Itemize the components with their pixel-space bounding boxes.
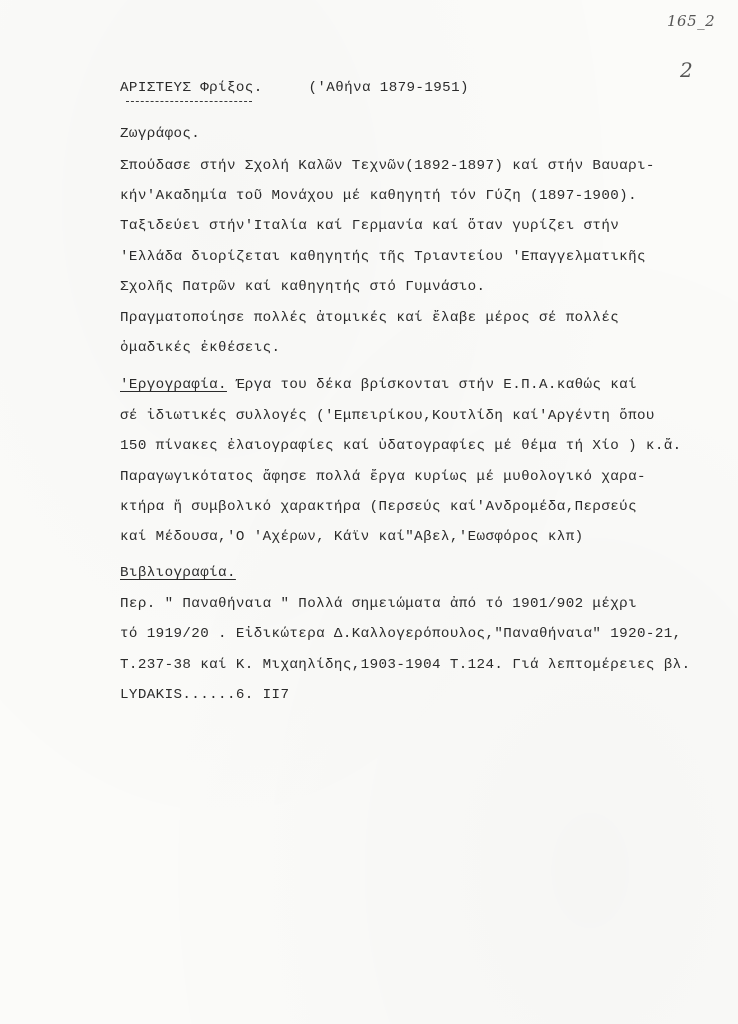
works-line: καί Μέδουσα,'Ο 'Αχέρων, Κάϊν καί"Αβελ,'Εωσφόρος κλπ) <box>120 529 584 545</box>
handwritten-page-number: 2 <box>680 58 693 82</box>
bio-line: Σχολῆς Πατρῶν καί καθηγητής στό Γυμνάσιο. <box>120 279 486 295</box>
works-line: σέ ἰδιωτικές συλλογές ('Εμπειρίκου,Κουτλίδη καί'Αργέντη ὅπου <box>120 408 655 424</box>
document-title <box>120 79 469 97</box>
works-first-line <box>120 376 637 394</box>
works-heading: 'Εργογραφία. <box>120 377 227 393</box>
works-line: 150 πίνακες ἐλαιογραφίες καί ὑδατογραφίες μέ θέμα τή Χίο ) κ.ἄ. <box>120 438 682 454</box>
profession: Ζωγράφος. <box>120 126 201 142</box>
bibliography-heading: Βιβλιογραφία. <box>120 565 236 581</box>
bio-line: Πραγματοποίησε πολλές ἀτομικές καί ἔλαβε μέρος σέ πολλές <box>120 310 620 326</box>
bio-line: κήν'Ακαδημία τοῦ Μονάχου μέ καθηγητή τόν Γύζη (1897-1900). <box>120 188 638 204</box>
bio-line: Σπούδασε στήν Σχολή Καλῶν Τεχνῶν(1892-1897) καί στήν Βαυαρι- <box>120 158 655 174</box>
handwritten-reference: 165_2 <box>667 12 716 30</box>
works-text: Έργα του δέκα βρίσκονται στήν Ε.Π.Α.καθώς καί <box>226 377 638 393</box>
bibliography-line: Περ. " Παναθήναια " Πολλά σημειώματα ἀπό τό 1901/902 μέχρι <box>120 596 638 612</box>
artist-name: ΑΡΙΣΤΕΥΣ Φρίξος. <box>120 80 263 96</box>
bio-line: 'Ελλάδα διορίζεται καθηγητής τῆς Τριαντείου 'Επαγγελματικῆς <box>120 249 646 265</box>
bibliography-line: τό 1919/20 . Εἰδικώτερα Δ.Καλλογερόπουλος,"Παναθήναια" 1920-21, <box>120 626 682 642</box>
bibliography-line: LYDAKIS......6. II7 <box>120 687 290 703</box>
bibliography-line: Τ.237-38 καί Κ. Μιχαηλίδης,1903-1904 Τ.124. Γιά λεπτομέρειες βλ. <box>120 657 691 673</box>
bibliography-heading-line <box>120 564 236 582</box>
works-line: Παραγωγικότατος ἄφησε πολλά ἔργα κυρίως μέ μυθολογικό χαρα- <box>120 469 646 485</box>
works-line: κτήρα ἤ συμβολικό χαρακτήρα (Περσεύς καί'Ανδρομέδα,Περσεύς <box>120 499 638 515</box>
artist-years: ('Αθήνα 1879-1951) <box>308 80 469 96</box>
bio-line: Ταξιδεύει στήν'Ιταλία καί Γερμανία καί ὅταν γυρίζει στήν <box>120 218 620 234</box>
title-underline <box>126 101 252 102</box>
bio-line: ὁμαδικές ἐκθέσεις. <box>120 340 281 356</box>
